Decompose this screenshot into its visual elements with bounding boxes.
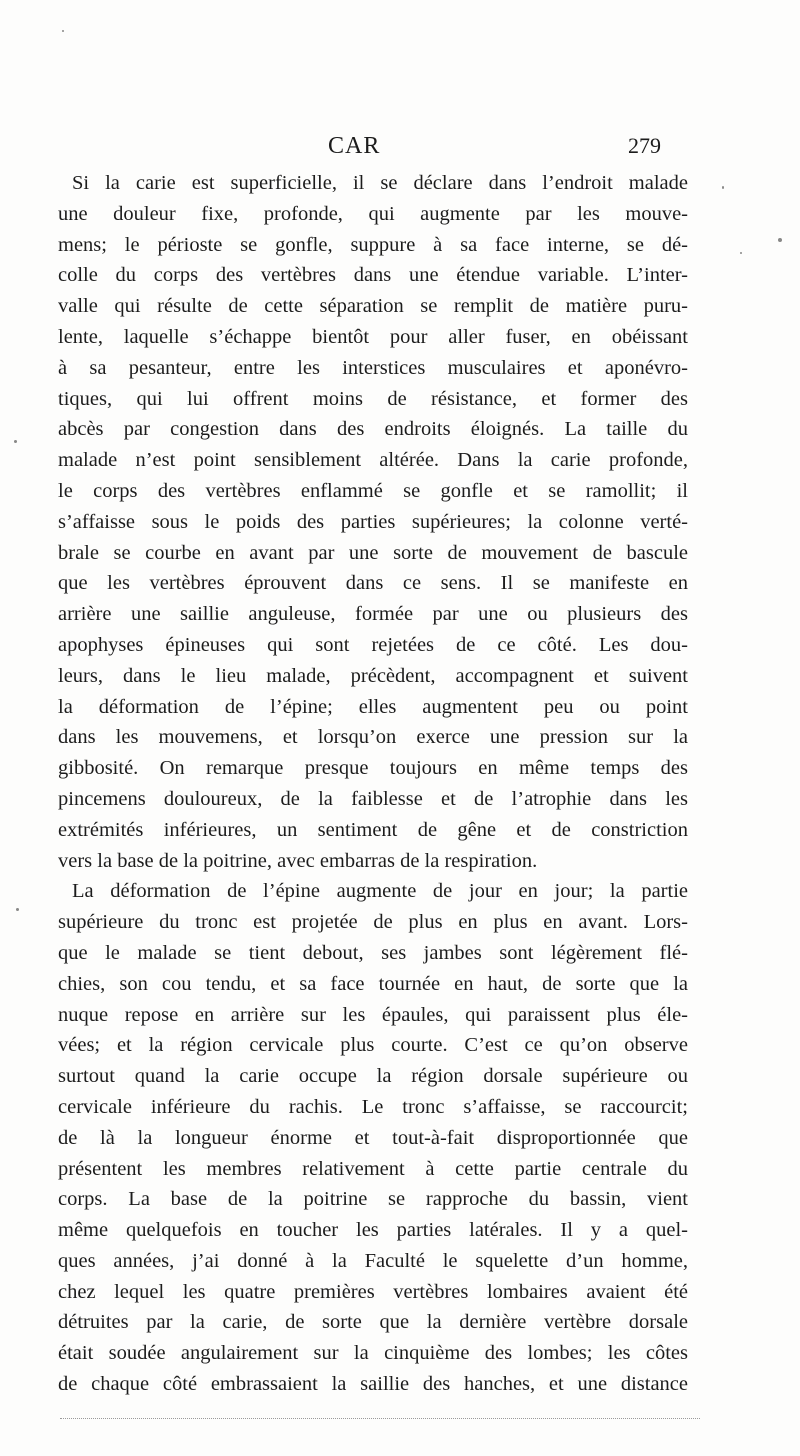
text-line: pincemens douloureux, de la faiblesse et de l’atrophie dans les [58,787,688,810]
text-line: colle du corps des vertèbres dans une étendue variable. L’inter- [58,264,688,287]
print-speck [722,186,724,189]
text-line: Si la carie est superficielle, il se déclare dans l’endroit malade [72,172,688,194]
text-line: même quelquefois en toucher les parties latérales. Il y a quel- [58,1219,688,1242]
text-line: tiques, qui lui offrent moins de résistance, et former des [58,387,688,410]
text-line: brale se courbe en avant par une sorte de mouvement de bascule [58,541,688,564]
print-speck [778,238,782,242]
text-line: malade n’est point sensiblement altérée. Dans la carie profonde, [58,449,688,472]
text-line: la déformation de l’épine; elles augmentent peu ou point [58,695,688,718]
text-line: gibbosité. On remarque presque toujours en même temps des [58,757,688,780]
text-line: apophyses épineuses qui sont rejetées de ce côté. Les dou- [58,633,688,656]
paragraph-1 [58,168,688,876]
text-line: de chaque côté embrassaient la saillie des hanches, et une distance [58,1373,688,1396]
text-line: s’affaisse sous le poids des parties supérieures; la colonne verté- [58,510,688,533]
text-line: supérieure du tronc est projetée de plus en plus en avant. Lors- [58,911,688,934]
text-line: mens; le périoste se gonfle, suppure à sa face interne, se dé- [58,233,688,256]
bottom-rule [60,1418,700,1419]
text-line: de là la longueur énorme et tout-à-fait disproportionnée que [58,1126,688,1149]
text-line: chies, son cou tendu, et sa face tournée en haut, de sorte que la [58,972,688,995]
body-text [58,168,688,1400]
text-line: détruites par la carie, de sorte que la dernière vertèbre dorsale [58,1311,688,1334]
text-line: corps. La base de la poitrine se rapproche du bassin, vient [58,1188,688,1211]
text-line: cervicale inférieure du rachis. Le tronc s’affaisse, se raccourcit; [58,1095,688,1118]
text-line: vers la base de la poitrine, avec embarras de la respiration. [58,849,538,872]
print-speck [62,30,64,32]
print-speck [14,440,17,443]
print-speck [16,908,19,911]
text-line: lente, laquelle s’échappe bientôt pour aller fuser, en obéissant [58,325,688,348]
text-line: leurs, dans le lieu malade, précèdent, accompagnent et suivent [58,664,688,687]
text-line: le corps des vertèbres enflammé se gonfle et se ramollit; il [58,479,688,502]
text-line: que le malade se tient debout, ses jambes sont légèrement flé- [58,941,688,964]
text-line: présentent les membres relativement à cette partie centrale du [58,1157,688,1180]
text-line: dans les mouvemens, et lorsqu’on exerce une pression sur la [58,726,688,749]
text-line: abcès par congestion dans des endroits éloignés. La taille du [58,418,688,441]
text-line: valle qui résulte de cette séparation se remplit de matière puru- [58,295,688,318]
text-line: nuque repose en arrière sur les épaules, qui paraissent plus éle- [58,1003,688,1026]
text-line: La déformation de l’épine augmente de jour en jour; la partie [72,880,688,903]
text-line: vées; et la région cervicale plus courte. C’est ce qu’on observe [58,1034,688,1057]
print-speck [740,252,742,254]
page-number: 279 [628,133,661,158]
text-line: une douleur fixe, profonde, qui augmente par les mouve- [58,202,688,225]
text-line: que les vertèbres éprouvent dans ce sens. Il se manifeste en [58,572,688,595]
text-line: chez lequel les quatre premières vertèbres lombaires avaient été [58,1280,688,1303]
running-head [0,133,800,167]
text-line: était soudée angulairement sur la cinquième des lombes; les côtes [58,1342,688,1365]
text-line: arrière une saillie anguleuse, formée par une ou plusieurs des [58,603,688,626]
text-line: ques années, j’ai donné à la Faculté le squelette d’un homme, [58,1249,688,1272]
paragraph-2 [58,876,688,1400]
text-line: à sa pesanteur, entre les interstices musculaires et aponévro- [58,356,688,379]
running-title: CAR [328,133,381,159]
text-line: extrémités inférieures, un sentiment de gêne et de constriction [58,818,688,841]
text-line: surtout quand la carie occupe la région dorsale supérieure ou [58,1065,688,1088]
